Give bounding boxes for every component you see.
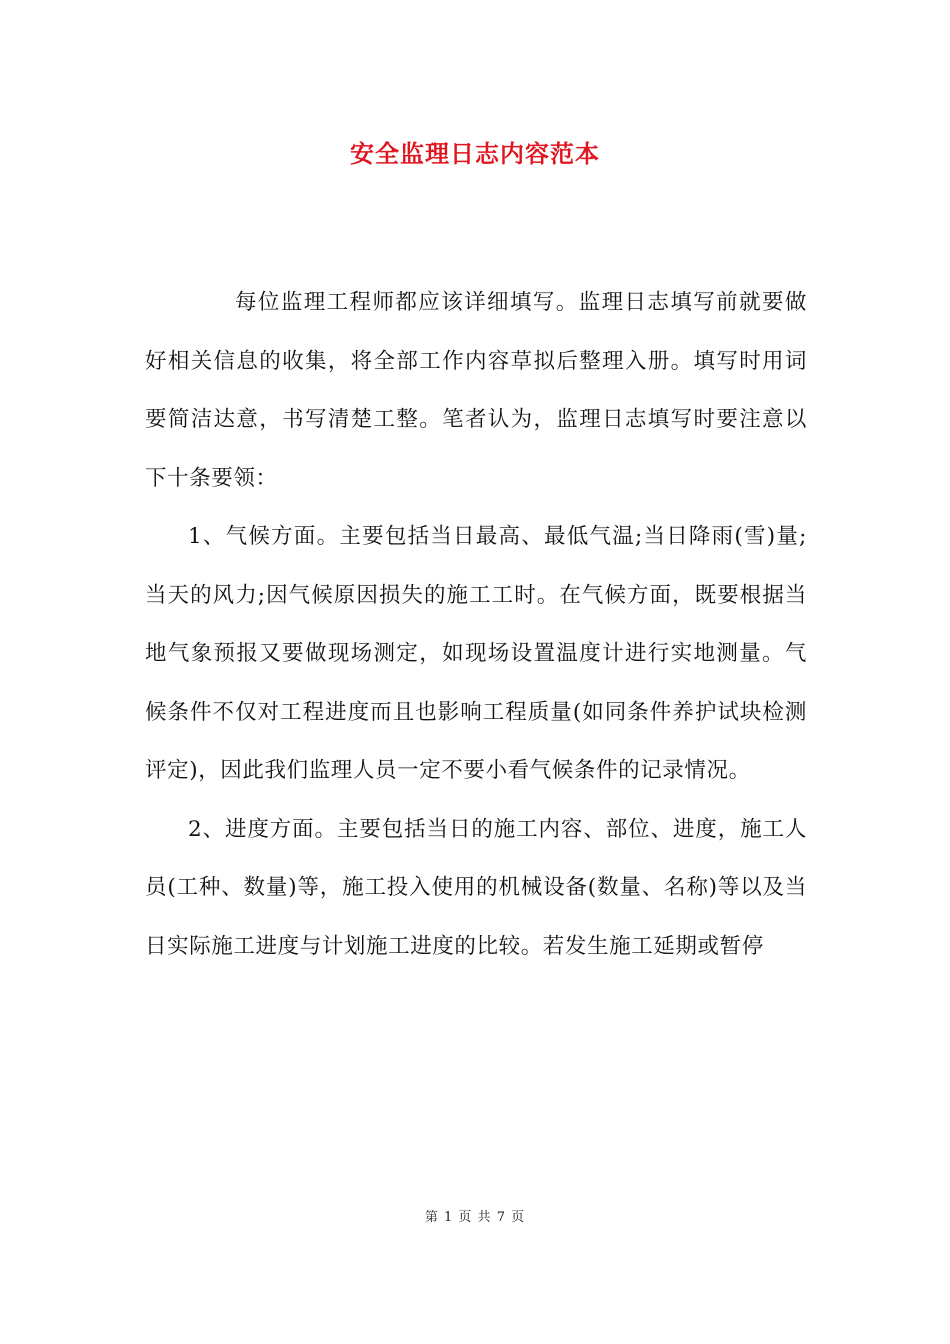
- progress-paragraph: 2、进度方面。主要包括当日的施工内容、部位、进度，施工人员(工种、数量)等，施工投入使用的机械设备(数量、名称)等以及当日实际施工进度与计划施工进度的比较。若发生施工延期或暂停: [145, 816, 807, 959]
- climate-paragraph: 1、气候方面。主要包括当日最高、最低气温;当日降雨(雪)量;当天的风力;因气候原因损失的施工工时。在气候方面，既要根据当地气象预报又要做现场测定，如现场设置温度计进行实地测量。气候条件不仅对工程进度而且也影响工程质量(如同条件养护试块检测评定)，因此我们监理人员一定不要小看气候条件的记录情况。: [145, 524, 807, 783]
- intro-paragraph: 每位监理工程师都应该详细填写。监理日志填写前就要做好相关信息的收集，将全部工作内容草拟后整理入册。填写时用词要简洁达意，书写清楚工整。笔者认为，监理日志填写时要注意以下十条要领：: [145, 290, 807, 491]
- document-title: 安全监理日志内容范本: [350, 139, 600, 168]
- page-footer: 第 1 页 共 7 页: [424, 1210, 526, 1225]
- document-body: [145, 274, 807, 976]
